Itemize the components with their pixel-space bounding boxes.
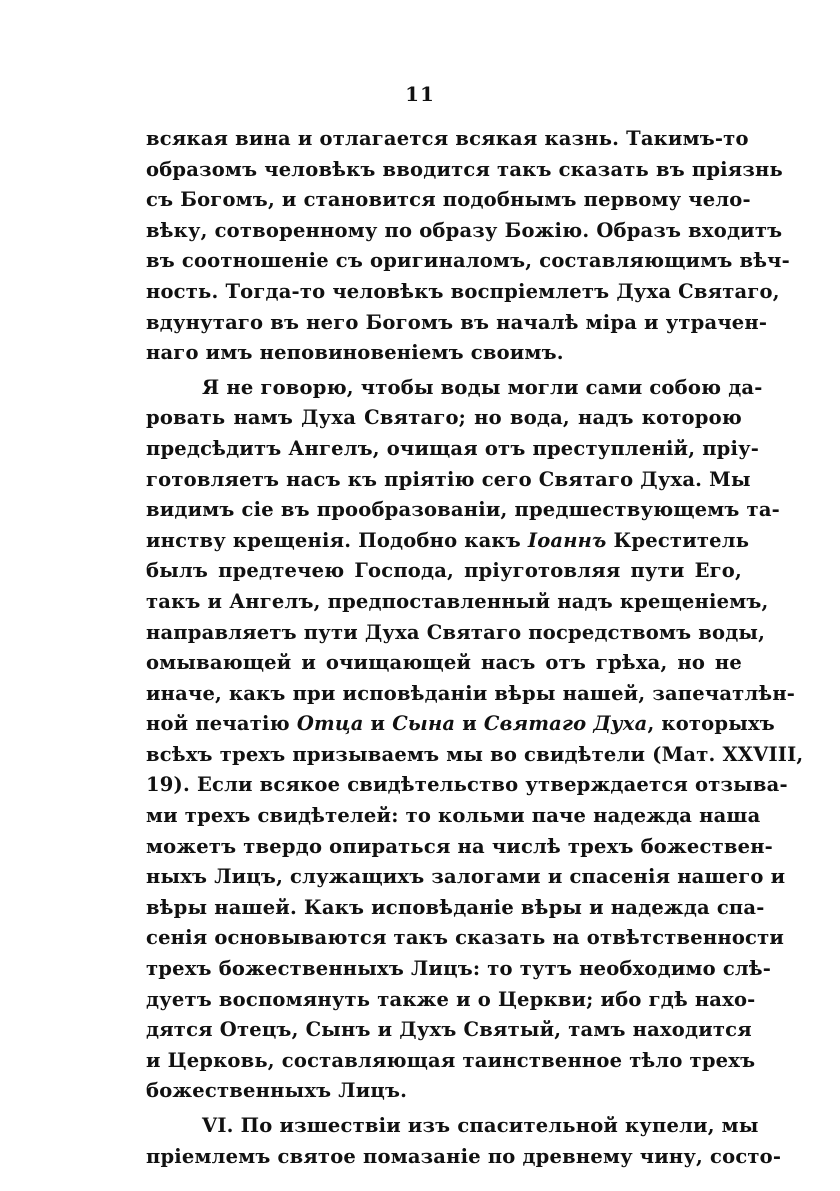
text-run: и — [462, 712, 477, 736]
text-line: сенія основываются такъ сказать на отвѣтственности — [146, 926, 785, 950]
text-run: Креститель — [613, 528, 750, 552]
text-line: образомъ человѣкъ вводится такъ сказать въ пріязнь — [146, 157, 783, 181]
text-line: VI. По изшествіи изъ спасительной купели, мы — [202, 1114, 759, 1137]
text-line: Я не говорю, чтобы воды могли сами собою да- — [202, 375, 763, 399]
text-line: вдунутаго въ него Богомъ въ началѣ міра и утрачен- — [146, 310, 768, 334]
text-line: съ Богомъ, и становится подобнымъ первому чело- — [146, 188, 751, 212]
text-line: пріемлемъ святое помазаніе по древнему чину, состо- — [146, 1144, 782, 1168]
paragraph-2 — [146, 373, 804, 1107]
text-line: былъ предтечею Господа, пріуготовляя пути Его, — [146, 559, 742, 583]
text-line: всякая вина и отлагается всякая казнь. Такимъ-то — [146, 127, 749, 150]
text-run: и — [370, 712, 386, 736]
text-line: 19). Если всякое свидѣтельство утверждается отзыва- — [146, 773, 788, 797]
text-line: дятся Отецъ, Сынъ и Духъ Святый, тамъ находится — [146, 1018, 752, 1042]
text-run: , которыхъ — [647, 712, 775, 736]
text-line: въ соотношеніе съ оригиналомъ, составляющимъ вѣч- — [146, 249, 790, 273]
text-line: готовляетъ насъ къ пріятію сего Святаго Духа. Мы — [146, 467, 751, 491]
italic-name: Сына — [392, 712, 456, 736]
text-line: ровать намъ Духа Святаго; но вода, надъ которою — [146, 406, 742, 430]
text-line: омывающей и очищающей насъ отъ грѣха, но не — [146, 651, 742, 675]
text-line: дуетъ воспомянуть также и о Церкви; ибо гдѣ нахо- — [146, 987, 756, 1011]
text-run: инству крещенія. Подобно какъ — [146, 528, 521, 552]
italic-name: Отца — [296, 712, 364, 736]
text-line: направляетъ пути Духа Святаго посредствомъ воды, — [146, 620, 766, 644]
text-line: ныхъ Лицъ, служащихъ залогами и спасенія нашего и — [146, 865, 786, 889]
text-line: наго имъ неповиновеніемъ своимъ. — [146, 341, 564, 365]
text-line: всѣхъ трехъ призываемъ мы во свидѣтели (Мат. XXVIII, — [146, 742, 804, 766]
body-text — [146, 124, 804, 1172]
text-line: видимъ сіе въ прообразованіи, предшествующемъ та- — [146, 498, 780, 522]
paragraph-3 — [146, 1111, 782, 1172]
paragraph-1 — [146, 124, 790, 369]
text-line: можетъ твердо опираться на числѣ трехъ божествен- — [146, 834, 773, 858]
text-line: и Церковь, составляющая таинственное тѣло трехъ — [146, 1048, 756, 1072]
text-line: трехъ божественныхъ Лицъ: то тутъ необходимо слѣ- — [146, 957, 772, 981]
text-line: ность. Тогда-то человѣкъ воспріемлетъ Духа Святаго, — [146, 279, 780, 303]
text-line — [146, 526, 750, 557]
text-line: божественныхъ Лицъ. — [146, 1079, 408, 1103]
text-line: предсѣдитъ Ангелъ, очищая отъ преступленій, пріу- — [146, 436, 760, 460]
text-line: вѣры нашей. Какъ исповѣданіе вѣры и надежда спа- — [146, 895, 765, 919]
text-line: вѣку, сотворенному по образу Божію. Образъ входитъ — [146, 218, 783, 242]
text-line: иначе, какъ при исповѣданіи вѣры нашей, запечатлѣн- — [146, 681, 796, 705]
text-line — [146, 709, 775, 740]
text-run: ной печатію — [146, 712, 290, 736]
italic-name: Святаго Духа — [483, 712, 648, 736]
italic-name: Іоаннъ — [527, 528, 607, 552]
text-line: такъ и Ангелъ, предпоставленный надъ крещеніемъ, — [146, 589, 769, 613]
page-number: 11 — [405, 82, 435, 106]
text-line: ми трехъ свидѣтелей: то кольми паче надежда наша — [146, 804, 761, 828]
